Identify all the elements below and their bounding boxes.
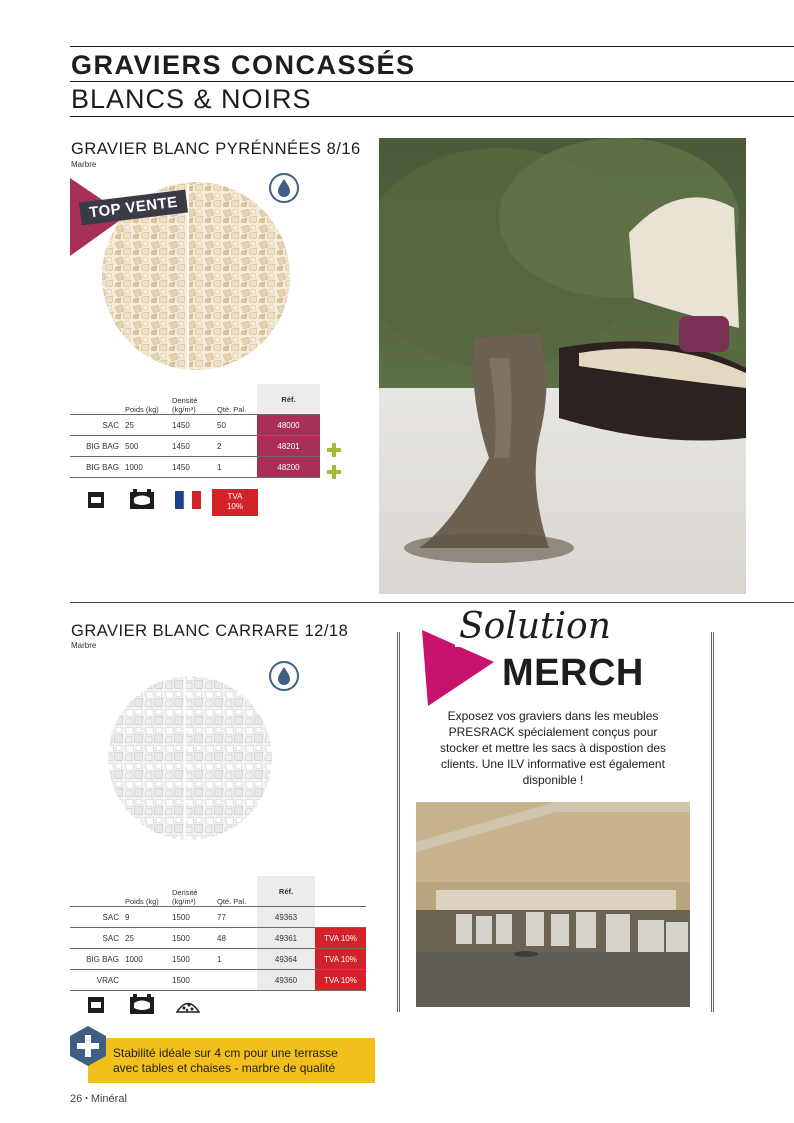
section-divider bbox=[70, 602, 794, 603]
row-densite: 1500 bbox=[172, 907, 217, 928]
big-bag-icon bbox=[129, 994, 155, 1016]
tva-value: 10% bbox=[226, 502, 243, 511]
water-drop-icon bbox=[268, 660, 300, 692]
bag-icon bbox=[86, 995, 106, 1015]
warehouse-photo bbox=[416, 802, 690, 1007]
row-qte: 2 bbox=[217, 436, 257, 457]
row-qte: 1 bbox=[217, 457, 257, 478]
product2-material: Marbre bbox=[71, 641, 97, 650]
row-qte: 77 bbox=[217, 907, 257, 928]
row-ref: 48200 bbox=[257, 457, 320, 478]
row-poids: 9 bbox=[125, 907, 172, 928]
row-tva: TVA 10% bbox=[315, 928, 366, 949]
row-ref: 49360 bbox=[257, 970, 315, 991]
top-vente-badge: TOP VENTE bbox=[79, 190, 188, 226]
bag-icon bbox=[86, 490, 106, 510]
row-tva: TVA 10% bbox=[315, 970, 366, 991]
row-densite: 1500 bbox=[172, 928, 217, 949]
bulk-pile-icon bbox=[176, 997, 200, 1013]
row-ref: 48201 bbox=[257, 436, 320, 457]
row-densite: 1500 bbox=[172, 949, 217, 970]
row-type: SAC bbox=[70, 415, 125, 436]
row-type: SAC bbox=[70, 928, 125, 949]
row-type: BIG BAG bbox=[70, 457, 125, 478]
row-type: SAC bbox=[70, 907, 125, 928]
row-ref: 49364 bbox=[257, 949, 315, 970]
col-ref: Réf. bbox=[257, 384, 320, 415]
product1-material: Marbre bbox=[71, 160, 97, 169]
product1-spec-table bbox=[70, 384, 320, 478]
table-row bbox=[70, 457, 320, 478]
table-row bbox=[70, 928, 366, 949]
col-poids: Poids (kg) bbox=[125, 897, 159, 906]
page-number: 26 bbox=[70, 1093, 83, 1105]
green-plus-icon bbox=[327, 443, 341, 457]
row-tva bbox=[315, 907, 366, 928]
merch-title-script: Solution bbox=[455, 606, 615, 647]
tip-line-2: avec tables et chaises - marbre de qualité bbox=[113, 1061, 336, 1075]
col-ref: Réf. bbox=[257, 876, 315, 907]
row-ref: 49363 bbox=[257, 907, 315, 928]
water-drop-icon bbox=[268, 172, 300, 204]
row-densite: 1450 bbox=[172, 436, 217, 457]
row-densite: 1450 bbox=[172, 415, 217, 436]
row-type: VRAC bbox=[70, 970, 125, 991]
product2-gravel-image bbox=[104, 672, 276, 844]
tip-text bbox=[113, 1046, 338, 1076]
row-poids: 1000 bbox=[125, 949, 172, 970]
row-type: BIG BAG bbox=[70, 949, 125, 970]
tva-label: TVA bbox=[227, 492, 243, 501]
merch-description: Exposez vos graviers dans les meubles PRESRACK spécialement conçus pour stocker et mettre les sacs à dispostion des clients. Une ILV informative est également disponible ! bbox=[439, 709, 667, 787]
tip-line-1: Stabilité idéale sur 4 cm pour une terrasse bbox=[113, 1046, 338, 1060]
row-qte: 1 bbox=[217, 949, 257, 970]
table-row bbox=[70, 949, 366, 970]
french-flag-icon bbox=[175, 491, 201, 509]
product2-title: GRAVIER BLANC CARRARE 12/18 bbox=[71, 622, 349, 640]
row-tva: TVA 10% bbox=[315, 949, 366, 970]
product1-title: GRAVIER BLANC PYRÉNNÉES 8/16 bbox=[71, 140, 361, 158]
section-name: Minéral bbox=[90, 1093, 127, 1105]
header-bottom-rule bbox=[70, 116, 794, 117]
row-ref: 48000 bbox=[257, 415, 320, 436]
col-densite: Densité (kg/m³) bbox=[172, 888, 198, 906]
table-row bbox=[70, 907, 366, 928]
row-poids: 500 bbox=[125, 436, 172, 457]
bullet-separator: • bbox=[85, 1095, 88, 1103]
header-mid-rule bbox=[70, 81, 794, 82]
row-qte: 50 bbox=[217, 415, 257, 436]
row-qte: 48 bbox=[217, 928, 257, 949]
row-poids: 1000 bbox=[125, 457, 172, 478]
tva-badge bbox=[212, 489, 258, 516]
product2-spec-table bbox=[70, 876, 366, 991]
row-poids bbox=[125, 970, 172, 991]
row-type: BIG BAG bbox=[70, 436, 125, 457]
big-bag-icon bbox=[129, 489, 155, 511]
row-densite: 1450 bbox=[172, 457, 217, 478]
olive-tree-photo bbox=[379, 138, 746, 594]
merch-title-bold: MERCH bbox=[502, 652, 644, 694]
table-row bbox=[70, 970, 366, 991]
col-qte: Qté. Pal. bbox=[217, 405, 247, 414]
green-plus-icon bbox=[327, 465, 341, 479]
row-poids: 25 bbox=[125, 415, 172, 436]
table-row bbox=[70, 415, 320, 436]
row-poids: 25 bbox=[125, 928, 172, 949]
header-top-rule bbox=[70, 46, 794, 47]
col-densite: Densité (kg/m³) bbox=[172, 396, 198, 414]
col-qte: Qté. Pal. bbox=[217, 897, 247, 906]
row-ref: 49361 bbox=[257, 928, 315, 949]
plus-hexagon-icon bbox=[68, 1025, 108, 1067]
row-densite: 1500 bbox=[172, 970, 217, 991]
col-poids: Poids (kg) bbox=[125, 405, 159, 414]
page-title: GRAVIERS CONCASSÉS bbox=[71, 50, 416, 80]
page-subtitle: BLANCS & NOIRS bbox=[71, 84, 312, 114]
table-row bbox=[70, 436, 320, 457]
row-qte bbox=[217, 970, 257, 991]
footer bbox=[70, 1093, 127, 1105]
